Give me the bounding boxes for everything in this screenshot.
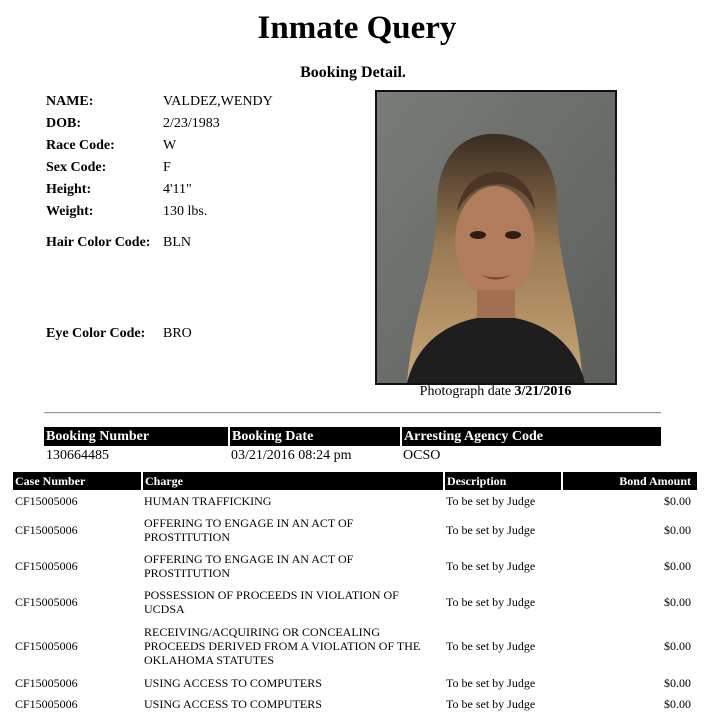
case-number: CF15005006 xyxy=(15,523,78,537)
detail-row-name xyxy=(46,90,356,112)
section-divider xyxy=(44,412,661,414)
description: To be set by Judge xyxy=(446,639,536,653)
booking-number: 130664485 xyxy=(46,448,109,463)
detail-row-eye xyxy=(46,313,356,353)
booking-header-row xyxy=(44,427,661,446)
table-row xyxy=(13,672,697,693)
booking-date: 03/21/2016 08:24 pm xyxy=(231,448,352,463)
photo-placeholder-image xyxy=(377,92,615,383)
detail-value: BRO xyxy=(163,325,192,341)
bond-amount: $0.00 xyxy=(664,639,691,653)
photo-date: 3/21/2016 xyxy=(514,384,572,399)
detail-spacer xyxy=(46,262,356,313)
booking-date-header: Booking Date xyxy=(229,427,401,446)
detail-value: VALDEZ,WENDY xyxy=(163,93,273,109)
bond-amount: $0.00 xyxy=(664,595,691,609)
detail-row-hair xyxy=(46,222,356,262)
detail-value: 4'11" xyxy=(163,181,192,197)
description: To be set by Judge xyxy=(446,595,536,609)
description: To be set by Judge xyxy=(446,523,536,537)
charge: USING ACCESS TO COMPUTERS xyxy=(144,696,322,711)
booking-number-header: Booking Number xyxy=(44,427,229,446)
description: To be set by Judge xyxy=(446,494,536,508)
case-number: CF15005006 xyxy=(15,639,78,653)
booking-table xyxy=(44,427,661,466)
charges-header-row xyxy=(13,472,697,490)
detail-label: Hair Color Code: xyxy=(46,234,151,250)
case-number: CF15005006 xyxy=(15,494,78,508)
case-number: CF15005006 xyxy=(15,696,78,711)
table-row xyxy=(13,693,697,714)
charge: OFFERING TO ENGAGE IN AN ACT OF PROSTITUTION xyxy=(144,552,354,580)
table-row xyxy=(13,620,697,672)
charge-header: Charge xyxy=(142,472,444,490)
booking-photo xyxy=(375,90,617,385)
photo-caption xyxy=(375,383,616,401)
arresting-agency: OCSO xyxy=(403,448,441,463)
bond-amount: $0.00 xyxy=(664,494,691,508)
bond-amount: $0.00 xyxy=(664,696,691,711)
booking-detail-table xyxy=(46,90,356,353)
charge: HUMAN TRAFFICKING xyxy=(144,494,272,508)
detail-value: 130 lbs. xyxy=(163,203,208,219)
table-row xyxy=(13,584,697,620)
charge: POSSESSION OF PROCEEDS IN VIOLATION OF UCDSA xyxy=(144,588,399,616)
booking-data-row xyxy=(44,446,661,466)
detail-label: DOB: xyxy=(46,115,81,131)
charge: RECEIVING/ACQUIRING OR CONCEALING PROCEEDS DERIVED FROM A VIOLATION OF THE OKLAHOMA STATUTES xyxy=(144,625,421,667)
detail-value: BLN xyxy=(163,234,191,250)
case-number: CF15005006 xyxy=(15,595,78,609)
detail-value: W xyxy=(163,137,177,153)
bond-amount-header: Bond Amount xyxy=(562,472,697,490)
page-subtitle: Booking Detail. xyxy=(300,64,406,81)
detail-row-sex xyxy=(46,156,356,178)
detail-label: Height: xyxy=(46,181,92,197)
description: To be set by Judge xyxy=(446,559,536,573)
case-number: CF15005006 xyxy=(15,559,78,573)
charge: USING ACCESS TO COMPUTERS xyxy=(144,675,322,690)
page-title: Inmate Query xyxy=(257,10,457,46)
arresting-agency-header: Arresting Agency Code xyxy=(401,427,661,446)
description: To be set by Judge xyxy=(446,675,536,690)
case-number-header: Case Number xyxy=(13,472,142,490)
detail-row-weight xyxy=(46,200,356,222)
detail-value: 2/23/1983 xyxy=(163,115,220,131)
detail-label: Weight: xyxy=(46,203,94,219)
detail-row-height xyxy=(46,178,356,200)
description: To be set by Judge xyxy=(446,696,536,711)
detail-row-dob xyxy=(46,112,356,134)
photo-caption-label: Photograph date xyxy=(419,384,512,399)
description-header: Description xyxy=(444,472,562,490)
table-row xyxy=(13,490,697,512)
detail-label: NAME: xyxy=(46,93,94,109)
detail-label: Eye Color Code: xyxy=(46,325,146,341)
charges-table xyxy=(13,472,697,714)
table-row xyxy=(13,512,697,548)
detail-row-race xyxy=(46,134,356,156)
table-row xyxy=(13,548,697,584)
bond-amount: $0.00 xyxy=(664,523,691,537)
charge: OFFERING TO ENGAGE IN AN ACT OF PROSTITUTION xyxy=(144,516,354,544)
detail-label: Sex Code: xyxy=(46,159,107,175)
bond-amount: $0.00 xyxy=(664,675,691,690)
bond-amount: $0.00 xyxy=(664,559,691,573)
detail-label: Race Code: xyxy=(46,137,115,153)
case-number: CF15005006 xyxy=(15,675,78,690)
detail-value: F xyxy=(163,159,171,175)
